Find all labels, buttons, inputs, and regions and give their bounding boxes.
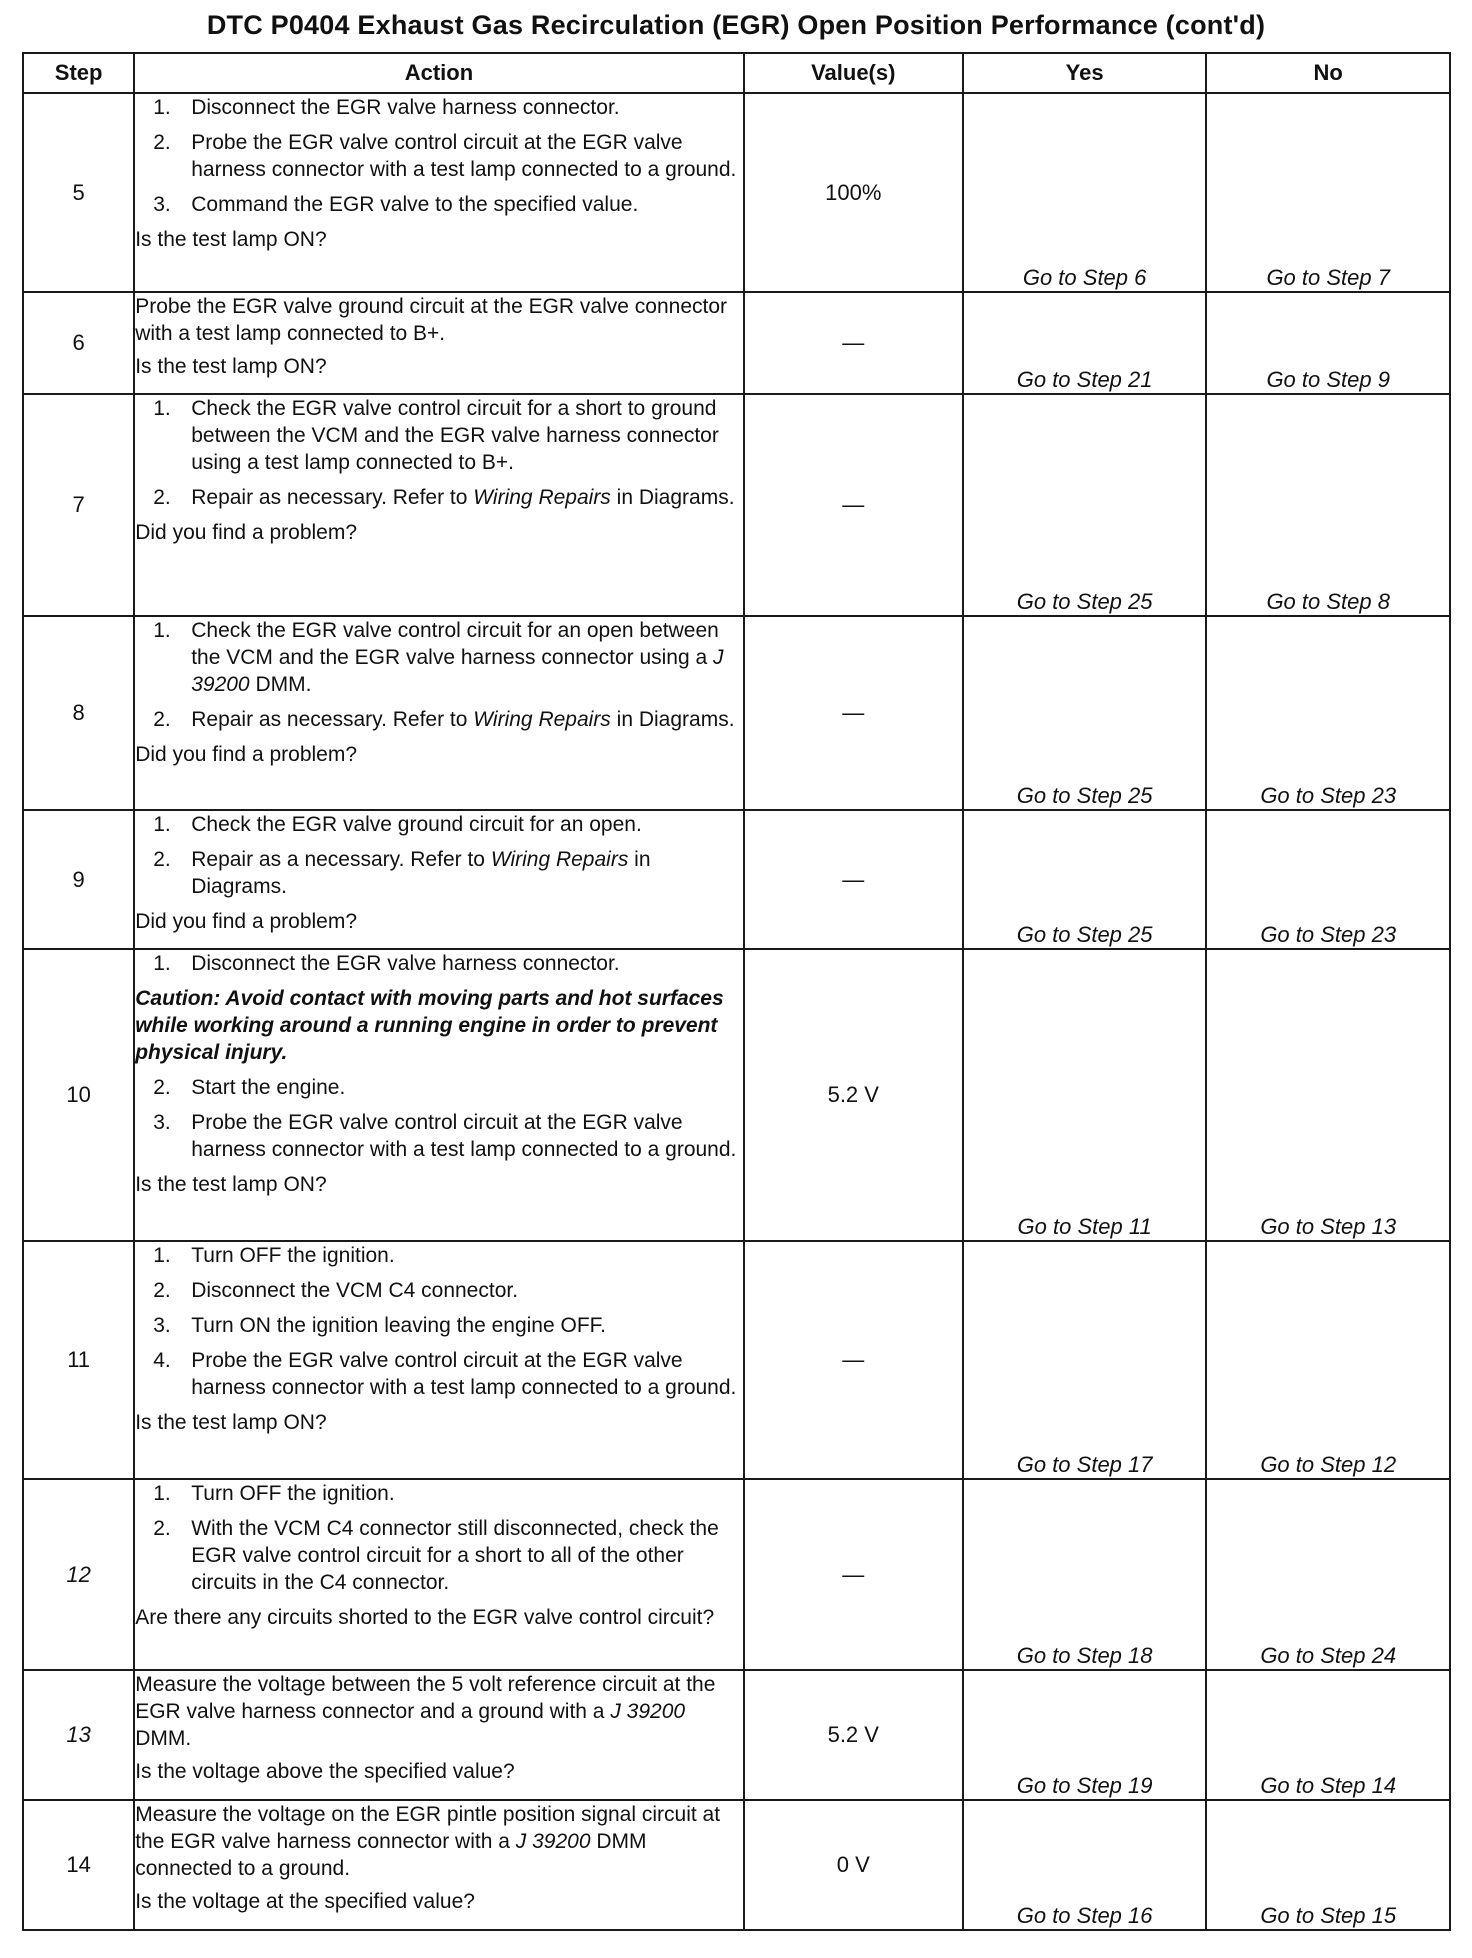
no-cell: Go to Step 23 [1206, 810, 1450, 949]
action-question: Did you find a problem? [135, 910, 358, 933]
diagnostic-table [22, 52, 1451, 1931]
value-cell: — [744, 616, 963, 810]
yes-cell: Go to Step 18 [963, 1479, 1207, 1670]
table-row [23, 394, 1450, 616]
yes-cell: Go to Step 25 [963, 616, 1207, 810]
yes-cell: Go to Step 19 [963, 1670, 1207, 1800]
step-number: 5 [23, 93, 134, 292]
table-header-row [23, 53, 1450, 93]
action-item: 1. Check the EGR valve ground circuit for an open. [153, 813, 642, 836]
action-item: 3. Command the EGR valve to the specified value. [153, 193, 639, 216]
table-row [23, 810, 1450, 949]
action-cell [134, 93, 744, 292]
table-row [23, 1241, 1450, 1479]
header-step: Step [23, 53, 134, 93]
action-item: 1. Disconnect the EGR valve harness connector. [153, 952, 620, 975]
value-cell: — [744, 292, 963, 394]
yes-cell: Go to Step 6 [963, 93, 1207, 292]
action-question: Is the test lamp ON? [135, 1411, 327, 1434]
header-no: No [1206, 53, 1450, 93]
action-question: Did you find a problem? [135, 743, 358, 766]
action-question: Is the test lamp ON? [135, 355, 327, 378]
action-item: 2. Probe the EGR valve control circuit at the EGR valve harness connector with a test lamp connected to a ground. [153, 131, 737, 181]
step-number: 12 [23, 1479, 134, 1670]
value-cell: — [744, 1241, 963, 1479]
value-cell: 100% [744, 93, 963, 292]
value-cell: 5.2 V [744, 949, 963, 1241]
value-cell: — [744, 810, 963, 949]
action-item: 1. Check the EGR valve control circuit for an open between the VCM and the EGR valve harness connector using a J 39200 DMM. [153, 619, 724, 696]
yes-cell: Go to Step 25 [963, 394, 1207, 616]
value-cell: — [744, 394, 963, 616]
step-number: 9 [23, 810, 134, 949]
table-row [23, 1479, 1450, 1670]
action-item: 1. Turn OFF the ignition. [153, 1482, 395, 1505]
action-question: Is the test lamp ON? [135, 1173, 327, 1196]
yes-cell: Go to Step 17 [963, 1241, 1207, 1479]
value-cell: 0 V [744, 1800, 963, 1930]
table-row [23, 292, 1450, 394]
no-cell: Go to Step 15 [1206, 1800, 1450, 1930]
action-cell [134, 1479, 744, 1670]
action-question: Is the voltage at the specified value? [135, 1890, 475, 1913]
value-cell: — [744, 1479, 963, 1670]
no-cell: Go to Step 12 [1206, 1241, 1450, 1479]
step-number: 13 [23, 1670, 134, 1800]
step-number: 11 [23, 1241, 134, 1479]
action-item: 3. Turn ON the ignition leaving the engine OFF. [153, 1314, 606, 1337]
action-item: 2. With the VCM C4 connector still disconnected, check the EGR valve control circuit for a short to all of the other circuits in the C4 connector. [153, 1517, 719, 1594]
action-question: Are there any circuits shorted to the EGR valve control circuit? [135, 1606, 715, 1629]
header-yes: Yes [963, 53, 1207, 93]
header-value: Value(s) [744, 53, 963, 93]
no-cell: Go to Step 9 [1206, 292, 1450, 394]
action-cell [134, 949, 744, 1241]
page-title: DTC P0404 Exhaust Gas Recirculation (EGR) Open Position Performance (cont'd) [206, 10, 1266, 40]
yes-cell: Go to Step 21 [963, 292, 1207, 394]
no-cell: Go to Step 7 [1206, 93, 1450, 292]
no-cell: Go to Step 13 [1206, 949, 1450, 1241]
action-item: 3. Probe the EGR valve control circuit at the EGR valve harness connector with a test lamp connected to a ground. [153, 1111, 737, 1161]
action-question: Did you find a problem? [135, 521, 358, 544]
action-item: 1. Disconnect the EGR valve harness connector. [153, 96, 620, 119]
action-cell [134, 1670, 744, 1800]
no-cell: Go to Step 23 [1206, 616, 1450, 810]
step-number: 6 [23, 292, 134, 394]
action-cell [134, 1800, 744, 1930]
action-cell [134, 292, 744, 394]
no-cell: Go to Step 14 [1206, 1670, 1450, 1800]
action-cell [134, 1241, 744, 1479]
caution-note: Caution: Avoid contact with moving parts and hot surfaces while working around a running engine in order to prevent physical injury. [135, 987, 724, 1064]
action-item: 2. Repair as necessary. Refer to Wiring Repairs in Diagrams. [153, 486, 735, 509]
action-item: 2. Disconnect the VCM C4 connector. [153, 1279, 519, 1302]
action-item: 2. Repair as necessary. Refer to Wiring Repairs in Diagrams. [153, 708, 735, 731]
header-action: Action [134, 53, 744, 93]
action-question: Is the test lamp ON? [135, 228, 327, 251]
yes-cell: Go to Step 16 [963, 1800, 1207, 1930]
action-item: 4. Probe the EGR valve control circuit at the EGR valve harness connector with a test lamp connected to a ground. [153, 1349, 737, 1399]
table-row [23, 1670, 1450, 1800]
action-question: Is the voltage above the specified value? [135, 1760, 515, 1783]
action-text: Measure the voltage between the 5 volt reference circuit at the EGR valve harness connector and a ground with a J 39200 DMM. [135, 1673, 716, 1750]
action-cell [134, 810, 744, 949]
no-cell: Go to Step 8 [1206, 394, 1450, 616]
yes-cell: Go to Step 11 [963, 949, 1207, 1241]
action-cell [134, 394, 744, 616]
table-row [23, 949, 1450, 1241]
step-number: 7 [23, 394, 134, 616]
table-row [23, 1800, 1450, 1930]
table-row [23, 616, 1450, 810]
step-number: 14 [23, 1800, 134, 1930]
step-number: 10 [23, 949, 134, 1241]
action-item: 2. Repair as a necessary. Refer to Wiring Repairs in Diagrams. [153, 848, 651, 898]
action-text: Measure the voltage on the EGR pintle position signal circuit at the EGR valve harness connector with a J 39200 DMM connected to a ground. [135, 1803, 721, 1880]
value-cell: 5.2 V [744, 1670, 963, 1800]
action-item: 1. Check the EGR valve control circuit for a short to ground between the VCM and the EGR valve harness connector using a test lamp connected to B+. [153, 397, 719, 474]
action-item: 2. Start the engine. [153, 1076, 346, 1099]
action-cell [134, 616, 744, 810]
table-row [23, 93, 1450, 292]
action-text: Probe the EGR valve ground circuit at the EGR valve connector with a test lamp connected to B+. [135, 295, 728, 345]
action-item: 1. Turn OFF the ignition. [153, 1244, 395, 1267]
no-cell: Go to Step 24 [1206, 1479, 1450, 1670]
step-number: 8 [23, 616, 134, 810]
yes-cell: Go to Step 25 [963, 810, 1207, 949]
